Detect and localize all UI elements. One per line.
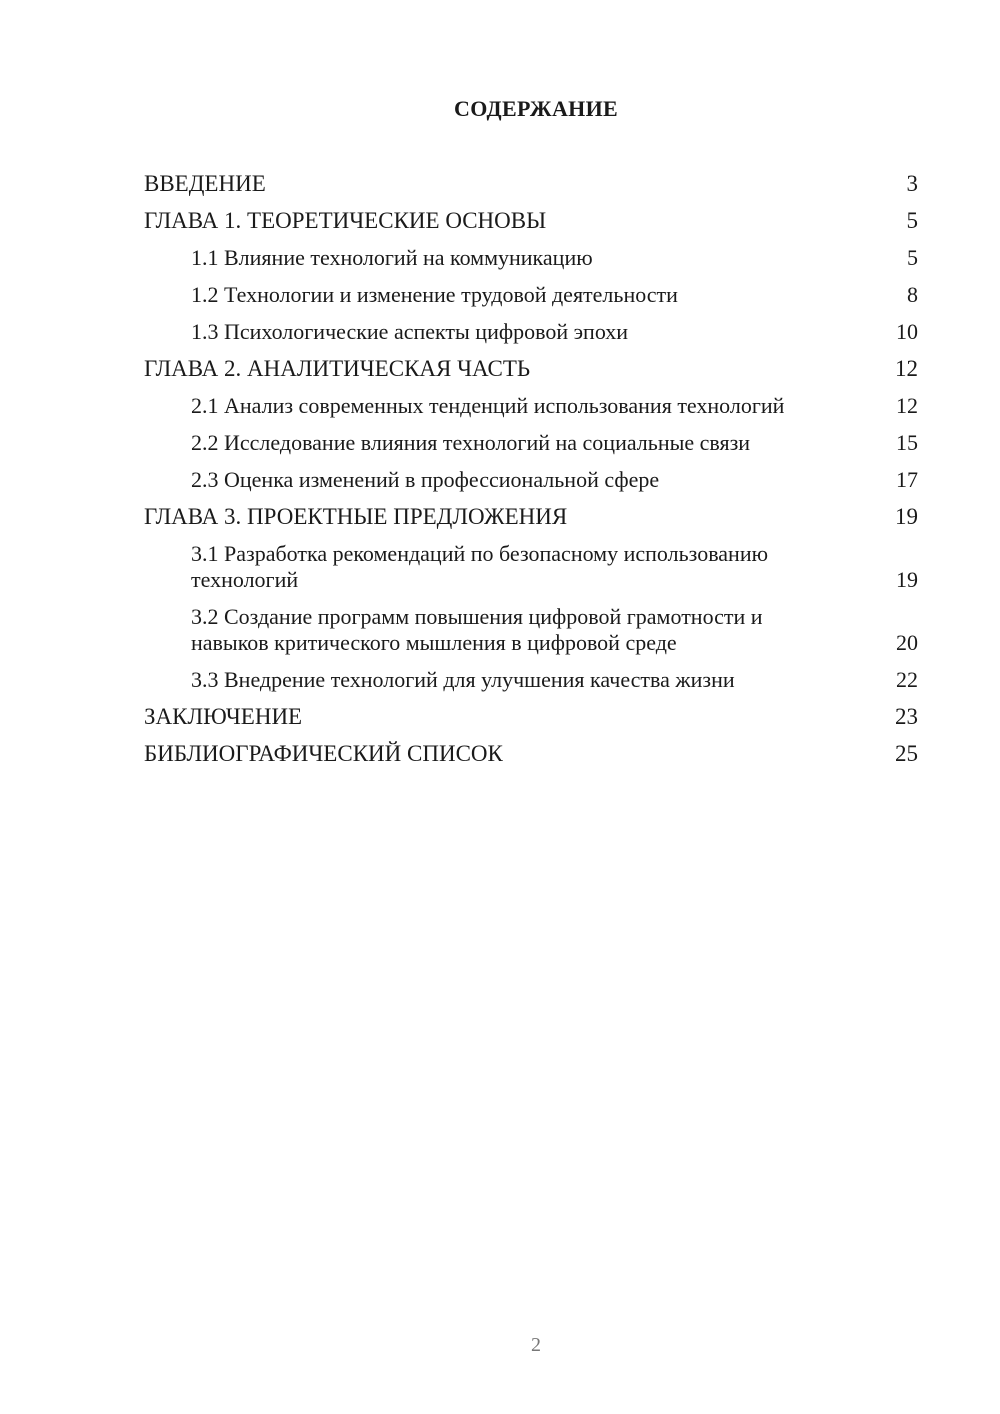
toc-entry-section-3-2[interactable]: [144, 601, 918, 664]
toc-entry-page: 19: [895, 504, 918, 529]
toc-entry-bibliography[interactable]: [144, 738, 918, 775]
toc-entry-page: 12: [896, 393, 918, 418]
toc-entry-chapter-1[interactable]: [144, 205, 918, 242]
toc-entry-label: ГЛАВА 2. АНАЛИТИЧЕСКАЯ ЧАСТЬ: [144, 356, 531, 381]
toc-entry-section-1-2[interactable]: [144, 279, 918, 316]
toc-entry-page: 22: [896, 667, 918, 692]
toc-entry-label: 1.3 Психологические аспекты цифровой эпохи: [191, 319, 629, 344]
page-number: 2: [531, 1334, 541, 1356]
toc-entry-page: 23: [895, 704, 918, 729]
toc-entry-label: ЗАКЛЮЧЕНИЕ: [144, 704, 303, 729]
toc-entry-label: 2.3 Оценка изменений в профессиональной сфере: [191, 467, 660, 492]
toc-entry-page: 8: [907, 282, 918, 307]
toc-entry-page: 17: [896, 467, 918, 492]
page-title: СОДЕРЖАНИЕ: [454, 96, 618, 121]
toc-entry-label: 2.2 Исследование влияния технологий на социальные связи: [191, 430, 751, 455]
toc-entry-introduction[interactable]: [144, 168, 918, 205]
toc-entry-page: 25: [895, 741, 918, 766]
toc-entry-section-2-3[interactable]: [144, 464, 918, 501]
toc-entry-section-1-1[interactable]: [144, 242, 918, 279]
toc-entry-page: 19: [896, 567, 918, 592]
toc-entry-label: 1.2 Технологии и изменение трудовой деятельности: [191, 282, 678, 307]
toc-entry-page: 20: [896, 630, 918, 655]
toc-entry-page: 10: [896, 319, 918, 344]
toc-entry-section-2-2[interactable]: [144, 427, 918, 464]
toc-entry-label: 2.1 Анализ современных тенденций использования технологий: [191, 393, 785, 418]
toc-entry-label: ВВЕДЕНИЕ: [144, 171, 266, 196]
toc-entry-label: 1.1 Влияние технологий на коммуникацию: [191, 245, 593, 270]
toc-entry-chapter-3[interactable]: [144, 501, 918, 538]
toc-entry-page: 5: [906, 208, 918, 233]
toc-entry-label: 3.3 Внедрение технологий для улучшения качества жизни: [191, 667, 735, 692]
toc-entry-label: БИБЛИОГРАФИЧЕСКИЙ СПИСОК: [144, 741, 503, 766]
toc-entry-label: ГЛАВА 1. ТЕОРЕТИЧЕСКИЕ ОСНОВЫ: [144, 208, 547, 233]
toc-entry-label: 3.2 Создание программ повышения цифровой грамотности и навыков критического мышления в цифровой среде: [191, 604, 763, 655]
toc-entry-page: 15: [896, 430, 918, 455]
toc-entry-section-2-1[interactable]: [144, 390, 918, 427]
toc-entry-section-3-1[interactable]: [144, 538, 918, 601]
toc-entry-section-3-3[interactable]: [144, 664, 918, 701]
toc-entry-page: 5: [907, 245, 918, 270]
table-of-contents: [144, 168, 918, 775]
toc-entry-label: ГЛАВА 3. ПРОЕКТНЫЕ ПРЕДЛОЖЕНИЯ: [144, 504, 568, 529]
toc-entry-page: 3: [906, 171, 918, 196]
toc-entry-conclusion[interactable]: [144, 701, 918, 738]
toc-entry-section-1-3[interactable]: [144, 316, 918, 353]
toc-entry-chapter-2[interactable]: [144, 353, 918, 390]
toc-entry-page: 12: [895, 356, 918, 381]
toc-entry-label: 3.1 Разработка рекомендаций по безопасному использованию технологий: [191, 541, 769, 592]
